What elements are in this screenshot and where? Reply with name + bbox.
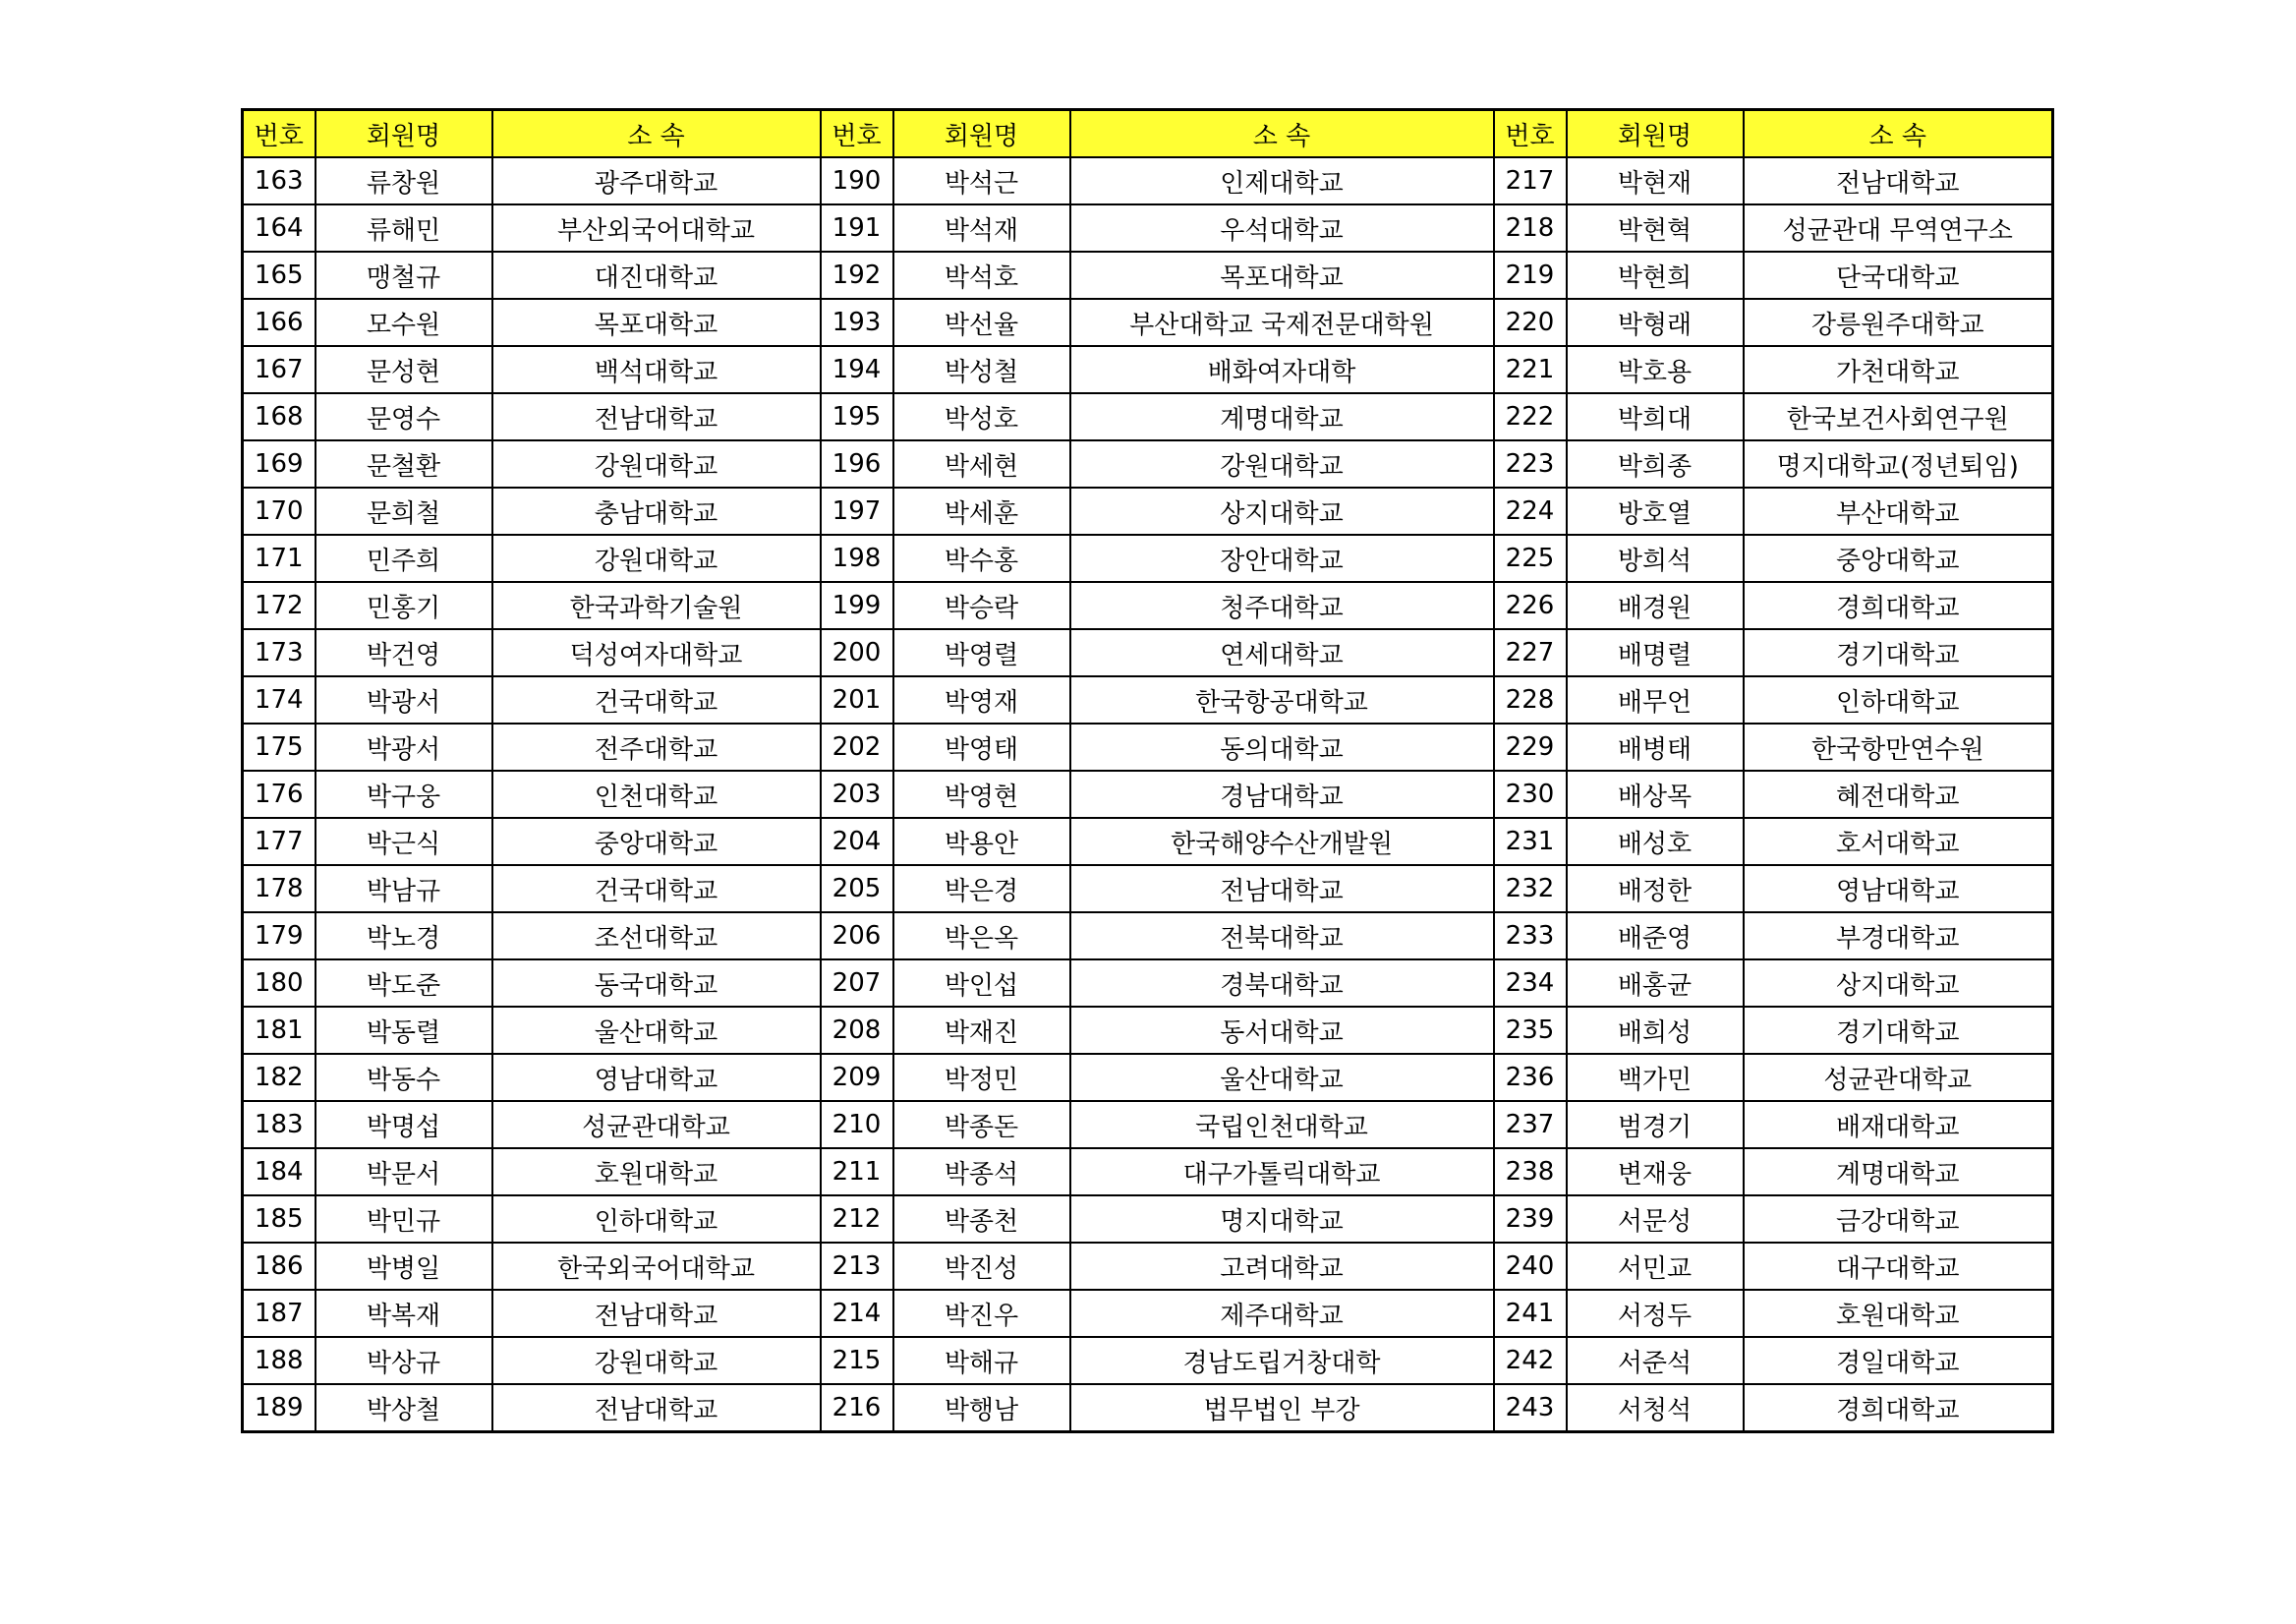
header-member-name: 회원명	[1567, 110, 1744, 158]
cell-member-name: 배상목	[1567, 771, 1744, 818]
cell-member-name: 박희대	[1567, 393, 1744, 440]
header-number: 번호	[1494, 110, 1567, 158]
cell-number: 223	[1494, 440, 1567, 488]
cell-affiliation: 울산대학교	[492, 1007, 821, 1054]
cell-number: 228	[1494, 676, 1567, 724]
cell-member-name: 박인섭	[893, 959, 1070, 1007]
cell-number: 178	[243, 865, 316, 912]
cell-affiliation: 동의대학교	[1070, 724, 1494, 771]
cell-number: 164	[243, 204, 316, 252]
cell-affiliation: 배화여자대학	[1070, 346, 1494, 393]
cell-number: 205	[821, 865, 893, 912]
cell-member-name: 박세훈	[893, 488, 1070, 535]
table-row	[243, 771, 2053, 818]
header-affiliation: 소 속	[492, 110, 821, 158]
table-row	[243, 724, 2053, 771]
cell-affiliation: 강원대학교	[492, 1337, 821, 1384]
cell-affiliation: 부산외국어대학교	[492, 204, 821, 252]
cell-affiliation: 중앙대학교	[492, 818, 821, 865]
cell-member-name: 배홍균	[1567, 959, 1744, 1007]
cell-number: 207	[821, 959, 893, 1007]
table-row	[243, 1290, 2053, 1337]
cell-affiliation: 성균관대 무역연구소	[1744, 204, 2053, 252]
cell-member-name: 박진성	[893, 1243, 1070, 1290]
cell-affiliation: 대구가톨릭대학교	[1070, 1148, 1494, 1195]
table-row	[243, 865, 2053, 912]
cell-number: 240	[1494, 1243, 1567, 1290]
cell-member-name: 박성철	[893, 346, 1070, 393]
cell-number: 202	[821, 724, 893, 771]
cell-number: 165	[243, 252, 316, 299]
cell-affiliation: 호서대학교	[1744, 818, 2053, 865]
cell-number: 192	[821, 252, 893, 299]
cell-member-name: 배병태	[1567, 724, 1744, 771]
cell-number: 220	[1494, 299, 1567, 346]
cell-affiliation: 인천대학교	[492, 771, 821, 818]
cell-number: 210	[821, 1101, 893, 1148]
cell-member-name: 박상규	[316, 1337, 492, 1384]
cell-affiliation: 중앙대학교	[1744, 535, 2053, 582]
cell-number: 200	[821, 629, 893, 676]
cell-affiliation: 동서대학교	[1070, 1007, 1494, 1054]
cell-affiliation: 인하대학교	[1744, 676, 2053, 724]
cell-member-name: 박동수	[316, 1054, 492, 1101]
cell-affiliation: 경기대학교	[1744, 1007, 2053, 1054]
cell-affiliation: 경북대학교	[1070, 959, 1494, 1007]
cell-member-name: 배명렬	[1567, 629, 1744, 676]
cell-member-name: 배정한	[1567, 865, 1744, 912]
cell-number: 191	[821, 204, 893, 252]
table-row	[243, 629, 2053, 676]
header-member-name: 회원명	[316, 110, 492, 158]
cell-number: 204	[821, 818, 893, 865]
cell-number: 179	[243, 912, 316, 959]
cell-member-name: 박세현	[893, 440, 1070, 488]
cell-affiliation: 영남대학교	[492, 1054, 821, 1101]
header-affiliation: 소 속	[1070, 110, 1494, 158]
cell-affiliation: 전북대학교	[1070, 912, 1494, 959]
cell-affiliation: 성균관대학교	[492, 1101, 821, 1148]
table-row	[243, 582, 2053, 629]
cell-member-name: 박용안	[893, 818, 1070, 865]
cell-number: 175	[243, 724, 316, 771]
cell-member-name: 배경원	[1567, 582, 1744, 629]
cell-affiliation: 가천대학교	[1744, 346, 2053, 393]
cell-affiliation: 배재대학교	[1744, 1101, 2053, 1148]
cell-member-name: 서민교	[1567, 1243, 1744, 1290]
cell-number: 203	[821, 771, 893, 818]
table-row	[243, 204, 2053, 252]
cell-number: 229	[1494, 724, 1567, 771]
cell-member-name: 박근식	[316, 818, 492, 865]
cell-affiliation: 조선대학교	[492, 912, 821, 959]
table-row	[243, 818, 2053, 865]
cell-number: 230	[1494, 771, 1567, 818]
cell-affiliation: 단국대학교	[1744, 252, 2053, 299]
cell-affiliation: 호원대학교	[1744, 1290, 2053, 1337]
header-affiliation: 소 속	[1744, 110, 2053, 158]
table-row	[243, 1054, 2053, 1101]
cell-affiliation: 대구대학교	[1744, 1243, 2053, 1290]
cell-affiliation: 한국해양수산개발원	[1070, 818, 1494, 865]
table-row	[243, 252, 2053, 299]
cell-member-name: 배무언	[1567, 676, 1744, 724]
cell-affiliation: 상지대학교	[1070, 488, 1494, 535]
cell-number: 171	[243, 535, 316, 582]
table-row	[243, 912, 2053, 959]
table-row	[243, 1243, 2053, 1290]
cell-affiliation: 광주대학교	[492, 157, 821, 204]
cell-number: 166	[243, 299, 316, 346]
cell-member-name: 박석호	[893, 252, 1070, 299]
cell-member-name: 박승락	[893, 582, 1070, 629]
cell-affiliation: 장안대학교	[1070, 535, 1494, 582]
cell-number: 215	[821, 1337, 893, 1384]
cell-member-name: 류해민	[316, 204, 492, 252]
table-row	[243, 1148, 2053, 1195]
cell-affiliation: 계명대학교	[1744, 1148, 2053, 1195]
cell-affiliation: 전남대학교	[1070, 865, 1494, 912]
table-row	[243, 393, 2053, 440]
cell-member-name: 민홍기	[316, 582, 492, 629]
cell-affiliation: 인하대학교	[492, 1195, 821, 1243]
cell-number: 222	[1494, 393, 1567, 440]
table-row	[243, 299, 2053, 346]
cell-affiliation: 제주대학교	[1070, 1290, 1494, 1337]
cell-member-name: 박명섭	[316, 1101, 492, 1148]
cell-affiliation: 전남대학교	[492, 1290, 821, 1337]
cell-number: 168	[243, 393, 316, 440]
cell-number: 187	[243, 1290, 316, 1337]
cell-member-name: 민주희	[316, 535, 492, 582]
table-row	[243, 1101, 2053, 1148]
cell-member-name: 백가민	[1567, 1054, 1744, 1101]
cell-affiliation: 계명대학교	[1070, 393, 1494, 440]
cell-number: 208	[821, 1007, 893, 1054]
cell-member-name: 박은경	[893, 865, 1070, 912]
cell-number: 183	[243, 1101, 316, 1148]
table-row	[243, 535, 2053, 582]
table-row	[243, 1384, 2053, 1432]
cell-number: 212	[821, 1195, 893, 1243]
cell-member-name: 박현재	[1567, 157, 1744, 204]
cell-member-name: 박상철	[316, 1384, 492, 1432]
cell-member-name: 서문성	[1567, 1195, 1744, 1243]
cell-affiliation: 전주대학교	[492, 724, 821, 771]
cell-number: 211	[821, 1148, 893, 1195]
cell-affiliation: 호원대학교	[492, 1148, 821, 1195]
cell-affiliation: 한국외국어대학교	[492, 1243, 821, 1290]
cell-affiliation: 전남대학교	[492, 393, 821, 440]
cell-member-name: 박종천	[893, 1195, 1070, 1243]
cell-member-name: 박행남	[893, 1384, 1070, 1432]
cell-number: 196	[821, 440, 893, 488]
cell-member-name: 박남규	[316, 865, 492, 912]
cell-number: 206	[821, 912, 893, 959]
cell-number: 227	[1494, 629, 1567, 676]
cell-affiliation: 국립인천대학교	[1070, 1101, 1494, 1148]
cell-affiliation: 목포대학교	[1070, 252, 1494, 299]
cell-affiliation: 전남대학교	[1744, 157, 2053, 204]
cell-member-name: 박광서	[316, 676, 492, 724]
cell-member-name: 박해규	[893, 1337, 1070, 1384]
cell-member-name: 방희석	[1567, 535, 1744, 582]
cell-member-name: 범경기	[1567, 1101, 1744, 1148]
cell-member-name: 박영태	[893, 724, 1070, 771]
cell-number: 209	[821, 1054, 893, 1101]
cell-number: 186	[243, 1243, 316, 1290]
cell-member-name: 박구웅	[316, 771, 492, 818]
cell-member-name: 박현혁	[1567, 204, 1744, 252]
cell-affiliation: 경일대학교	[1744, 1337, 2053, 1384]
header-member-name: 회원명	[893, 110, 1070, 158]
cell-member-name: 서정두	[1567, 1290, 1744, 1337]
cell-affiliation: 건국대학교	[492, 865, 821, 912]
cell-number: 167	[243, 346, 316, 393]
cell-member-name: 박광서	[316, 724, 492, 771]
cell-member-name: 박정민	[893, 1054, 1070, 1101]
cell-number: 225	[1494, 535, 1567, 582]
cell-affiliation: 목포대학교	[492, 299, 821, 346]
cell-member-name: 박영렬	[893, 629, 1070, 676]
cell-member-name: 배준영	[1567, 912, 1744, 959]
cell-number: 199	[821, 582, 893, 629]
cell-affiliation: 부경대학교	[1744, 912, 2053, 959]
header-number: 번호	[243, 110, 316, 158]
table-row	[243, 157, 2053, 204]
cell-affiliation: 성균관대학교	[1744, 1054, 2053, 1101]
cell-member-name: 박노경	[316, 912, 492, 959]
cell-number: 243	[1494, 1384, 1567, 1432]
cell-number: 182	[243, 1054, 316, 1101]
cell-affiliation: 상지대학교	[1744, 959, 2053, 1007]
cell-member-name: 박희종	[1567, 440, 1744, 488]
cell-number: 184	[243, 1148, 316, 1195]
cell-number: 238	[1494, 1148, 1567, 1195]
cell-affiliation: 동국대학교	[492, 959, 821, 1007]
cell-affiliation: 경희대학교	[1744, 582, 2053, 629]
cell-affiliation: 경희대학교	[1744, 1384, 2053, 1432]
cell-affiliation: 경남대학교	[1070, 771, 1494, 818]
cell-number: 214	[821, 1290, 893, 1337]
cell-member-name: 박재진	[893, 1007, 1070, 1054]
cell-number: 194	[821, 346, 893, 393]
cell-number: 201	[821, 676, 893, 724]
cell-number: 242	[1494, 1337, 1567, 1384]
cell-affiliation: 강릉원주대학교	[1744, 299, 2053, 346]
table-row	[243, 488, 2053, 535]
cell-member-name: 박도준	[316, 959, 492, 1007]
table-row	[243, 676, 2053, 724]
cell-number: 219	[1494, 252, 1567, 299]
cell-number: 188	[243, 1337, 316, 1384]
cell-number: 226	[1494, 582, 1567, 629]
cell-member-name: 박영재	[893, 676, 1070, 724]
table-row	[243, 1337, 2053, 1384]
cell-member-name: 박문서	[316, 1148, 492, 1195]
header-number: 번호	[821, 110, 893, 158]
cell-member-name: 문성현	[316, 346, 492, 393]
cell-number: 176	[243, 771, 316, 818]
table-row	[243, 1007, 2053, 1054]
cell-member-name: 문영수	[316, 393, 492, 440]
cell-number: 185	[243, 1195, 316, 1243]
cell-affiliation: 한국항만연수원	[1744, 724, 2053, 771]
cell-member-name: 박민규	[316, 1195, 492, 1243]
header-row	[243, 110, 2053, 158]
cell-member-name: 문철환	[316, 440, 492, 488]
cell-member-name: 박성호	[893, 393, 1070, 440]
cell-member-name: 배성호	[1567, 818, 1744, 865]
cell-affiliation: 연세대학교	[1070, 629, 1494, 676]
cell-number: 189	[243, 1384, 316, 1432]
cell-affiliation: 영남대학교	[1744, 865, 2053, 912]
cell-number: 233	[1494, 912, 1567, 959]
cell-number: 231	[1494, 818, 1567, 865]
cell-number: 235	[1494, 1007, 1567, 1054]
table-row	[243, 440, 2053, 488]
table-row	[243, 346, 2053, 393]
cell-number: 174	[243, 676, 316, 724]
cell-number: 236	[1494, 1054, 1567, 1101]
cell-number: 181	[243, 1007, 316, 1054]
cell-affiliation: 고려대학교	[1070, 1243, 1494, 1290]
table-row	[243, 959, 2053, 1007]
cell-affiliation: 금강대학교	[1744, 1195, 2053, 1243]
cell-number: 213	[821, 1243, 893, 1290]
cell-affiliation: 충남대학교	[492, 488, 821, 535]
cell-affiliation: 강원대학교	[1070, 440, 1494, 488]
cell-number: 177	[243, 818, 316, 865]
cell-affiliation: 혜전대학교	[1744, 771, 2053, 818]
cell-member-name: 문희철	[316, 488, 492, 535]
cell-affiliation: 한국항공대학교	[1070, 676, 1494, 724]
cell-member-name: 박진우	[893, 1290, 1070, 1337]
cell-member-name: 박현희	[1567, 252, 1744, 299]
cell-member-name: 모수원	[316, 299, 492, 346]
cell-affiliation: 강원대학교	[492, 440, 821, 488]
cell-member-name: 박선율	[893, 299, 1070, 346]
cell-number: 241	[1494, 1290, 1567, 1337]
cell-affiliation: 명지대학교	[1070, 1195, 1494, 1243]
cell-affiliation: 한국보건사회연구원	[1744, 393, 2053, 440]
cell-affiliation: 부산대학교 국제전문대학원	[1070, 299, 1494, 346]
cell-number: 232	[1494, 865, 1567, 912]
cell-member-name: 서준석	[1567, 1337, 1744, 1384]
cell-affiliation: 덕성여자대학교	[492, 629, 821, 676]
cell-affiliation: 백석대학교	[492, 346, 821, 393]
cell-member-name: 맹철규	[316, 252, 492, 299]
cell-affiliation: 경기대학교	[1744, 629, 2053, 676]
cell-member-name: 박종돈	[893, 1101, 1070, 1148]
cell-member-name: 류창원	[316, 157, 492, 204]
cell-affiliation: 명지대학교(정년퇴임)	[1744, 440, 2053, 488]
cell-member-name: 박형래	[1567, 299, 1744, 346]
cell-member-name: 박복재	[316, 1290, 492, 1337]
cell-member-name: 박은옥	[893, 912, 1070, 959]
cell-affiliation: 전남대학교	[492, 1384, 821, 1432]
cell-member-name: 박병일	[316, 1243, 492, 1290]
cell-number: 224	[1494, 488, 1567, 535]
table-row	[243, 1195, 2053, 1243]
cell-number: 170	[243, 488, 316, 535]
cell-member-name: 서청석	[1567, 1384, 1744, 1432]
cell-member-name: 방호열	[1567, 488, 1744, 535]
cell-affiliation: 한국과학기술원	[492, 582, 821, 629]
cell-member-name: 박종석	[893, 1148, 1070, 1195]
cell-number: 190	[821, 157, 893, 204]
cell-number: 237	[1494, 1101, 1567, 1148]
cell-member-name: 변재웅	[1567, 1148, 1744, 1195]
cell-number: 169	[243, 440, 316, 488]
cell-number: 197	[821, 488, 893, 535]
cell-member-name: 박석근	[893, 157, 1070, 204]
cell-number: 221	[1494, 346, 1567, 393]
cell-number: 239	[1494, 1195, 1567, 1243]
cell-affiliation: 건국대학교	[492, 676, 821, 724]
cell-member-name: 배희성	[1567, 1007, 1744, 1054]
cell-affiliation: 인제대학교	[1070, 157, 1494, 204]
cell-number: 195	[821, 393, 893, 440]
cell-affiliation: 우석대학교	[1070, 204, 1494, 252]
cell-number: 217	[1494, 157, 1567, 204]
cell-number: 234	[1494, 959, 1567, 1007]
cell-affiliation: 부산대학교	[1744, 488, 2053, 535]
cell-number: 173	[243, 629, 316, 676]
cell-number: 218	[1494, 204, 1567, 252]
cell-member-name: 박수홍	[893, 535, 1070, 582]
member-table	[241, 108, 2054, 1433]
cell-affiliation: 대진대학교	[492, 252, 821, 299]
cell-member-name: 박석재	[893, 204, 1070, 252]
cell-number: 163	[243, 157, 316, 204]
cell-affiliation: 강원대학교	[492, 535, 821, 582]
cell-number: 172	[243, 582, 316, 629]
cell-affiliation: 경남도립거창대학	[1070, 1337, 1494, 1384]
cell-number: 193	[821, 299, 893, 346]
cell-member-name: 박건영	[316, 629, 492, 676]
cell-member-name: 박호용	[1567, 346, 1744, 393]
cell-affiliation: 법무법인 부강	[1070, 1384, 1494, 1432]
table-body	[243, 157, 2053, 1432]
cell-affiliation: 울산대학교	[1070, 1054, 1494, 1101]
cell-affiliation: 청주대학교	[1070, 582, 1494, 629]
cell-member-name: 박동렬	[316, 1007, 492, 1054]
cell-number: 198	[821, 535, 893, 582]
cell-member-name: 박영현	[893, 771, 1070, 818]
cell-number: 216	[821, 1384, 893, 1432]
cell-number: 180	[243, 959, 316, 1007]
